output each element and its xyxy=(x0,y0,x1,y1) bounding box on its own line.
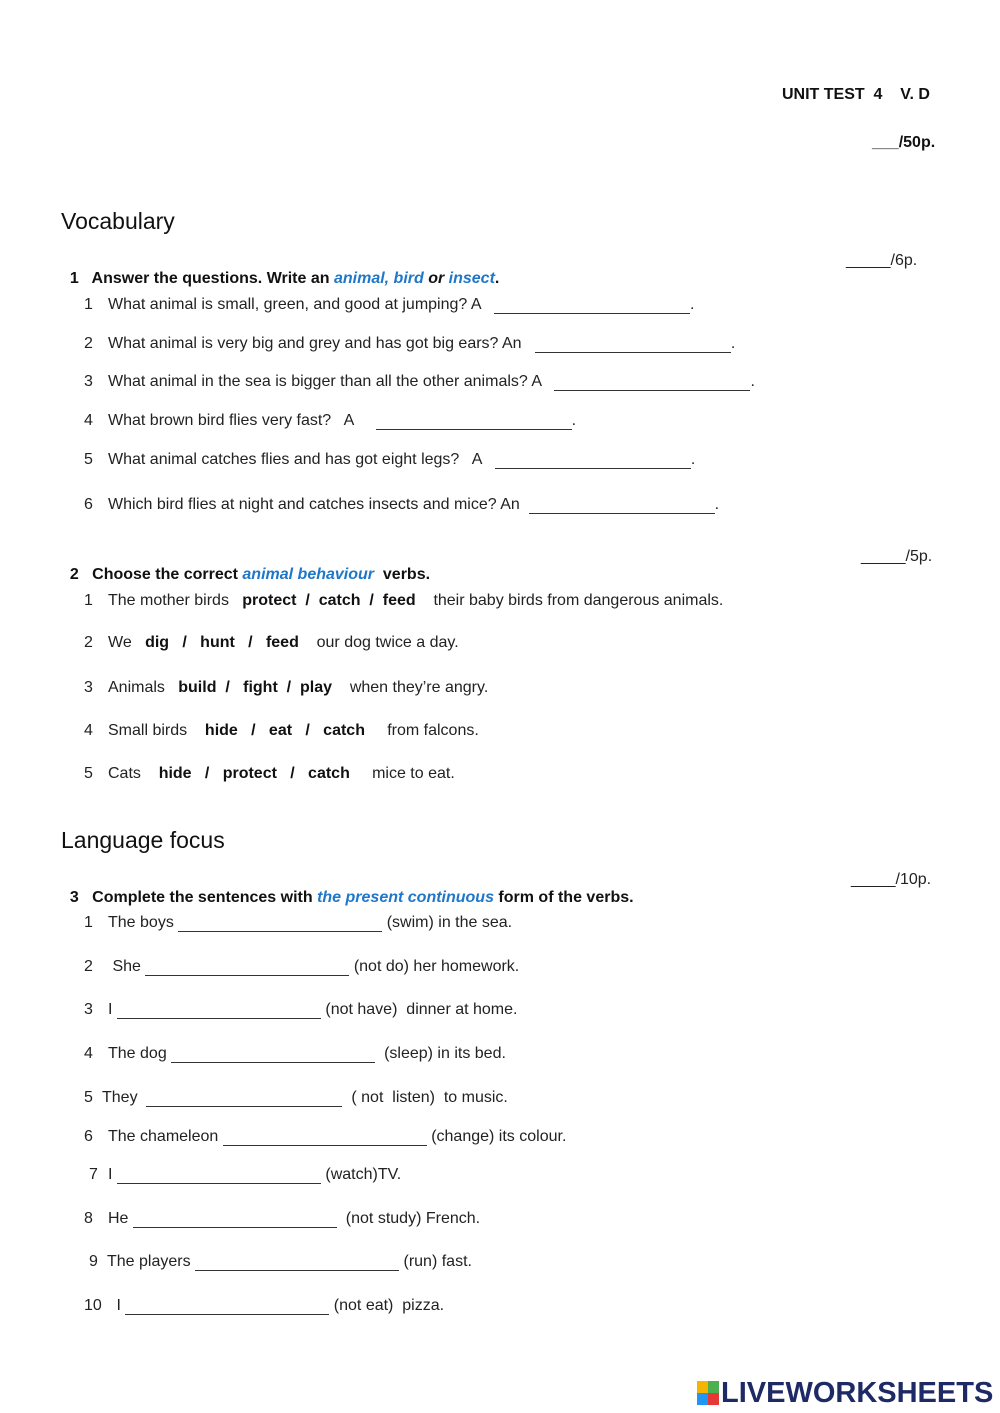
question-row: 4 What brown bird flies very fast? A . xyxy=(84,412,577,429)
verb-input[interactable] xyxy=(117,1002,321,1019)
answer-input[interactable] xyxy=(376,413,572,430)
verb-input[interactable] xyxy=(178,915,382,932)
task-1-instruction: 1 Answer the questions. Write an animal, bird or insect. xyxy=(69,270,500,287)
task-number: 2 xyxy=(69,566,79,583)
sentence-row: 5 They ( not listen) to music. xyxy=(84,1089,508,1106)
sentence-row: 10 I (not eat) pizza. xyxy=(84,1297,445,1314)
verb-choices[interactable]: hide / eat / catch xyxy=(204,722,365,739)
sentence-row: 9 The players (run) fast. xyxy=(89,1253,472,1270)
verb-input[interactable] xyxy=(146,1090,342,1107)
liveworksheets-logo xyxy=(697,1378,993,1408)
task-1-score: _____/6p. xyxy=(846,252,918,269)
task-2-instruction: 2 Choose the correct animal behaviour verbs. xyxy=(69,566,431,583)
verb-choices[interactable]: build / fight / play xyxy=(178,679,333,696)
choice-row: 2 We dig / hunt / feed our dog twice a day. xyxy=(84,634,459,651)
question-row: 6 Which bird flies at night and catches insects and mice? An . xyxy=(84,496,720,513)
verb-input[interactable] xyxy=(125,1298,329,1315)
task-3-instruction: 3 Complete the sentences with the present continuous form of the verbs. xyxy=(69,889,634,906)
question-row: 2 What animal is very big and grey and has got big ears? An . xyxy=(84,335,736,352)
task-number: 1 xyxy=(69,270,79,287)
unit-title: UNIT TEST 4 V. D xyxy=(782,86,930,103)
verb-choices[interactable]: hide / protect / catch xyxy=(158,765,350,782)
liveworksheets-logo-icon xyxy=(697,1381,719,1405)
total-score: ___/50p. xyxy=(872,134,936,151)
verb-choices[interactable]: dig / hunt / feed xyxy=(145,634,299,651)
sentence-row: 3 I (not have) dinner at home. xyxy=(84,1001,518,1018)
verb-choices[interactable]: protect / catch / feed xyxy=(242,592,416,609)
sentence-row: 2 She (not do) her homework. xyxy=(84,958,520,975)
task-2-score: _____/5p. xyxy=(861,548,933,565)
sentence-row: 6 The chameleon (change) its colour. xyxy=(84,1128,567,1145)
choice-row: 5 Cats hide / protect / catch mice to eat. xyxy=(84,765,455,782)
section-title-vocabulary: Vocabulary xyxy=(61,208,175,234)
answer-input[interactable] xyxy=(495,452,691,469)
answer-input[interactable] xyxy=(554,374,750,391)
question-row: 3 What animal in the sea is bigger than all the other animals? A . xyxy=(84,373,755,390)
verb-input[interactable] xyxy=(223,1129,427,1146)
question-row: 1 What animal is small, green, and good at jumping? A . xyxy=(84,296,695,313)
logo-text: LIVEWORKSHEETS xyxy=(721,1376,994,1409)
task-3-score: _____/10p. xyxy=(851,871,932,888)
answer-input[interactable] xyxy=(529,497,715,514)
verb-input[interactable] xyxy=(195,1254,399,1271)
sentence-row: 7 I (watch)TV. xyxy=(89,1166,402,1183)
answer-input[interactable] xyxy=(535,336,731,353)
sentence-row: 8 He (not study) French. xyxy=(84,1210,481,1227)
choice-row: 3 Animals build / fight / play when they’re angry. xyxy=(84,679,489,696)
verb-input[interactable] xyxy=(145,959,349,976)
verb-input[interactable] xyxy=(117,1167,321,1184)
sentence-row: 4 The dog (sleep) in its bed. xyxy=(84,1045,506,1062)
verb-input[interactable] xyxy=(133,1211,337,1228)
choice-row: 4 Small birds hide / eat / catch from falcons. xyxy=(84,722,479,739)
sentence-row: 1 The boys (swim) in the sea. xyxy=(84,914,513,931)
task-number: 3 xyxy=(69,889,79,906)
verb-input[interactable] xyxy=(171,1046,375,1063)
section-title-language-focus: Language focus xyxy=(61,827,225,853)
choice-row: 1 The mother birds protect / catch / feed their baby birds from dangerous animals. xyxy=(84,592,724,609)
answer-input[interactable] xyxy=(494,297,690,314)
question-row: 5 What animal catches flies and has got eight legs? A . xyxy=(84,451,696,468)
